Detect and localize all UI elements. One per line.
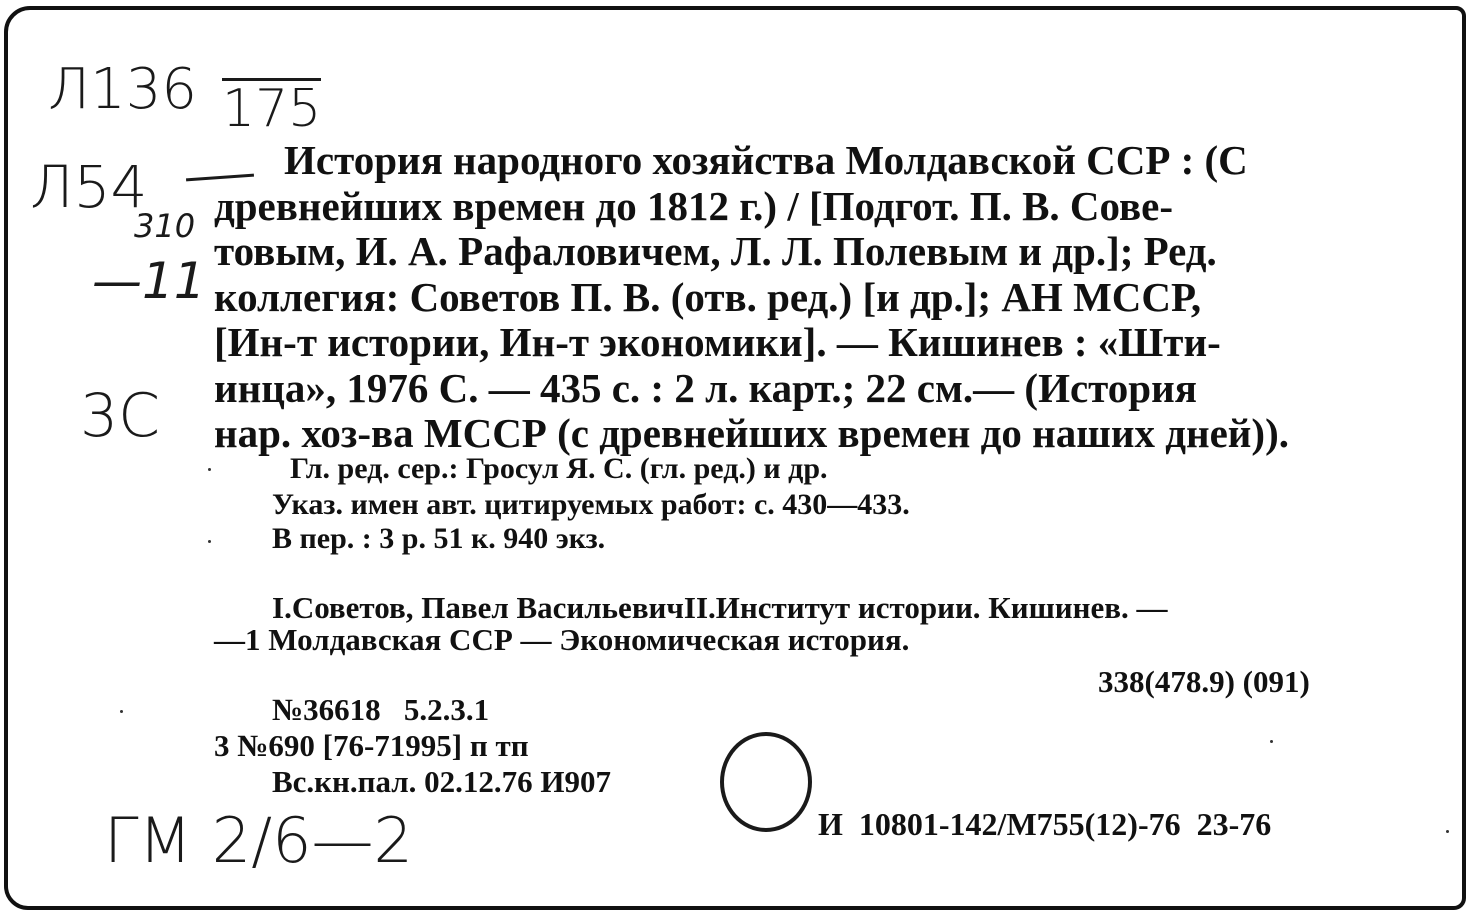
speck xyxy=(208,540,211,543)
entry-line: древнейших времен до 1812 г.) / [Подгот. П. В. Сове- xyxy=(214,182,1174,229)
handwritten-dash-eleven: —11 xyxy=(92,252,206,310)
tracing-line-2: —1 Молдавская ССР — Экономическая история. xyxy=(214,622,910,657)
card-number: №36618 5.2.3.1 xyxy=(272,692,490,727)
speck xyxy=(208,468,211,471)
speck xyxy=(120,710,123,713)
speck xyxy=(1446,830,1449,833)
handwritten-class-code: Л54 xyxy=(30,153,148,221)
handwritten-bottom-note: ГМ 2/6—2 xyxy=(104,804,413,877)
book-chamber-number: Вс.кн.пал. 02.12.76 И907 xyxy=(272,764,612,799)
order-number: 3 №690 [76-71995] п тп xyxy=(214,728,529,763)
handwritten-overline-number: 175 xyxy=(222,79,322,139)
speck xyxy=(1270,740,1273,743)
entry-line: коллегия: Советов П. В. (отв. ред.) [и др.]; АН МССР, xyxy=(214,273,1202,320)
entry-line: нар. хоз-ва МССР (с древнейших времен до наших дней)). xyxy=(214,410,1289,456)
bottom-code: И 10801-142/М755(12)-76 23-76 xyxy=(818,806,1272,842)
price-note: В пер. : 3 р. 51 к. 940 экз. xyxy=(272,522,606,555)
entry-line: товым, И. А. Рафаловичем, Л. Л. Полевым и др.]; Ред. xyxy=(214,228,1217,274)
circle-stamp xyxy=(720,732,812,832)
entry-line: [Ин-т истории, Ин-т экономики]. — Кишинев : «Шти- xyxy=(214,319,1221,365)
handwritten-shelf-mark: Л136 xyxy=(48,57,197,122)
tracing-line-1: I.Советов, Павел ВасильевичII.Институт истории. Кишинев. — xyxy=(272,590,1168,625)
entry-line: История народного хозяйства Молдавской ССР : (С xyxy=(284,137,1248,183)
author-index-note: Указ. имен авт. цитируемых работ: с. 430—433. xyxy=(272,488,910,521)
series-editor-note: Гл. ред. сер.: Гросул Я. С. (гл. ред.) и др. xyxy=(290,452,828,485)
handwritten-code-3c: 3С xyxy=(80,381,161,451)
handwritten-small-number: 310 xyxy=(134,207,196,245)
entry-line: инца», 1976 С. — 435 с. : 2 л. карт.; 22 см.— (История xyxy=(214,364,1197,411)
bibliographic-entry xyxy=(214,138,1374,457)
udc-code: 338(478.9) (091) xyxy=(1098,664,1310,699)
